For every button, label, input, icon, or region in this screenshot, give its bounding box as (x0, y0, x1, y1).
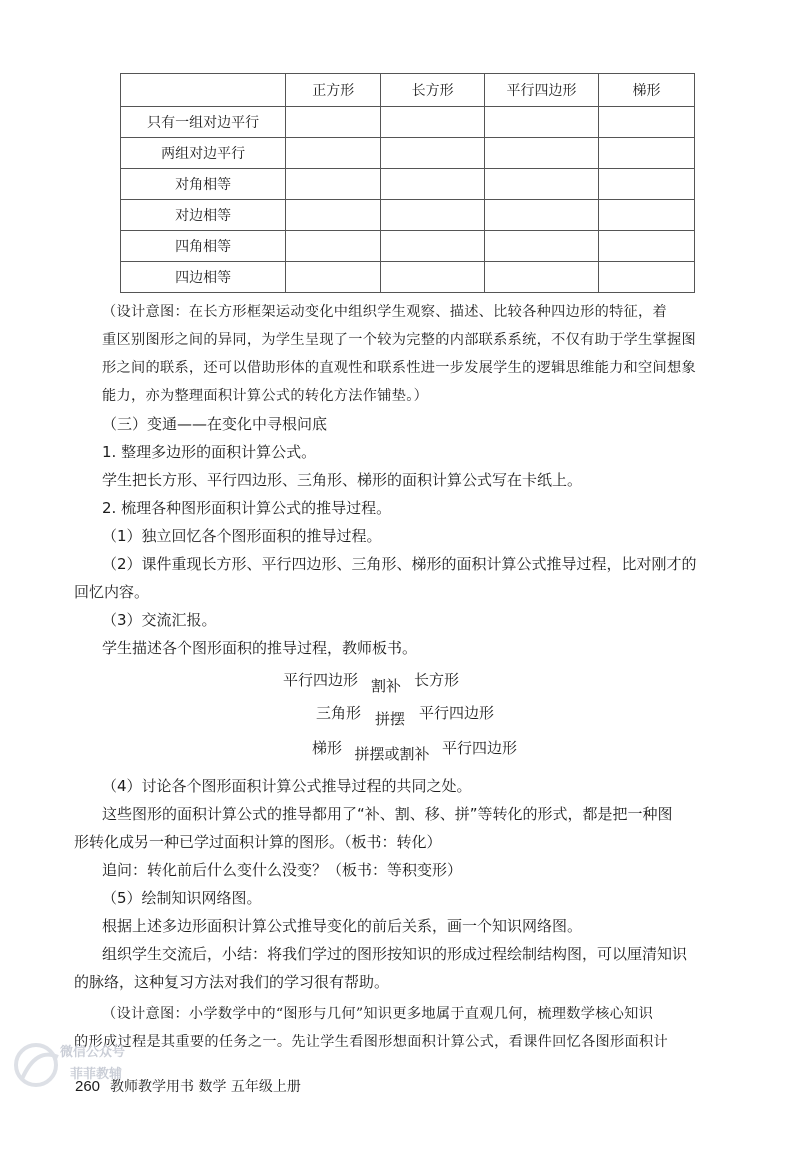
empty-cell (381, 169, 485, 200)
paragraph: 根据上述多边形面积计算公式推导变化的前后关系，画一个知识网络图。 (102, 917, 583, 935)
list-item: （1）独立回忆各个图形面积的推导过程。 (102, 527, 382, 545)
derivation-row (312, 733, 517, 763)
empty-cell (598, 169, 694, 200)
design-intent-line: 形之间的联系，还可以借助形体的直观性和联系性进一步发展学生的逻辑思维能力和空间想象 (102, 360, 696, 376)
list-item: （5）绘制知识网络图。 (102, 889, 262, 907)
empty-cell (286, 107, 381, 138)
row-label: 四角相等 (121, 231, 286, 262)
row-label: 对角相等 (121, 169, 286, 200)
empty-cell (381, 262, 485, 293)
derivation-from: 三角形 (316, 704, 362, 722)
list-item: （3）交流汇报。 (102, 611, 217, 629)
paragraph: 组织学生交流后，小结：将我们学过的图形按知识的形成过程绘制结构图，可以厘清知识 (102, 945, 688, 963)
empty-cell (598, 200, 694, 231)
design-intent-line: 重区别图形之间的异同，为学生呈现了一个较为完整的内部联系系统，不仅有助于学生掌握图 (102, 332, 696, 348)
derivation-to: 平行四边形 (419, 704, 495, 722)
table-header-cell: 长方形 (381, 74, 485, 107)
row-label: 只有一组对边平行 (121, 107, 286, 138)
table-row (121, 138, 695, 169)
list-item: 1. 整理多边形的面积计算公式。 (102, 443, 317, 461)
table-row (121, 231, 695, 262)
table-header-cell (121, 74, 286, 107)
table-header-cell: 平行四边形 (485, 74, 599, 107)
watermark-text: 菲菲教辅 (70, 1067, 123, 1082)
derivation-method: 割补 (371, 677, 402, 695)
design-intent-line: （设计意图：小学数学中的“图形与几何”知识更多地属于直观几何，梳理数学核心知识 (102, 1006, 654, 1022)
book-title: 教师教学用书 数学 五年级上册 (110, 1079, 301, 1095)
empty-cell (485, 169, 599, 200)
design-intent-line: 能力，亦为整理面积计算公式的转化方法作铺垫。） (102, 388, 429, 404)
derivation-arrow (358, 665, 414, 695)
empty-cell (485, 262, 599, 293)
table-row (121, 169, 695, 200)
page-number: 260 (75, 1078, 101, 1095)
paragraph: 学生描述各个图形面积的推导过程，教师板书。 (102, 639, 418, 657)
paragraph: 的脉络，这种复习方法对我们的学习很有帮助。 (74, 973, 390, 991)
table-row (121, 200, 695, 231)
row-label: 两组对边平行 (121, 138, 286, 169)
derivation-method: 拼摆或割补 (354, 745, 430, 763)
empty-cell (286, 138, 381, 169)
list-item: 2. 梳理各种图形面积计算公式的推导过程。 (102, 499, 392, 517)
paragraph: 这些图形的面积计算公式的推导都用了“补、割、移、拼”等转化的形式，都是把一种图 (102, 805, 673, 823)
empty-cell (598, 231, 694, 262)
derivation-from: 梯形 (312, 739, 343, 757)
derivation-method: 拼摆 (375, 710, 406, 728)
empty-cell (286, 262, 381, 293)
page-footer (75, 1076, 301, 1096)
derivation-row (316, 698, 494, 728)
paragraph: 形转化成另一种已学过面积计算的图形。（板书：转化） (74, 833, 442, 851)
empty-cell (286, 231, 381, 262)
empty-cell (598, 262, 694, 293)
list-item: （2）课件重现长方形、平行四边形、三角形、梯形的面积计算公式推导过程，比对刚才的 (102, 555, 697, 573)
empty-cell (286, 169, 381, 200)
table-header-row (121, 74, 695, 107)
derivation-row (283, 665, 459, 695)
derivation-to: 长方形 (414, 671, 460, 689)
empty-cell (381, 107, 485, 138)
empty-cell (381, 138, 485, 169)
table-row (121, 262, 695, 293)
derivation-arrow (361, 698, 419, 728)
empty-cell (598, 138, 694, 169)
paragraph: 学生把长方形、平行四边形、三角形、梯形的面积计算公式写在卡纸上。 (102, 471, 583, 489)
quadrilateral-properties-table (120, 73, 695, 293)
row-label: 四边相等 (121, 262, 286, 293)
paragraph: 追问：转化前后什么变什么没变？（板书：等积变形） (102, 861, 463, 879)
table-header-cell: 梯形 (598, 74, 694, 107)
list-item: （4）讨论各个图形面积计算公式推导过程的共同之处。 (102, 777, 472, 795)
empty-cell (286, 200, 381, 231)
section-heading: （三）变通——在变化中寻根问底 (102, 415, 328, 433)
paragraph: 回忆内容。 (74, 583, 150, 601)
watermark-text: 微信公众号 (60, 1045, 126, 1060)
empty-cell (485, 200, 599, 231)
derivation-arrow (342, 733, 442, 763)
empty-cell (381, 231, 485, 262)
row-label: 对边相等 (121, 200, 286, 231)
table-row (121, 107, 695, 138)
design-intent-line: 的形成过程是其重要的任务之一。先让学生看图形想面积计算公式，看课件回忆各图形面积计 (74, 1034, 668, 1050)
empty-cell (485, 138, 599, 169)
empty-cell (598, 107, 694, 138)
derivation-from: 平行四边形 (283, 671, 359, 689)
table-header-cell: 正方形 (286, 74, 381, 107)
derivation-to: 平行四边形 (442, 739, 518, 757)
empty-cell (485, 231, 599, 262)
design-intent-line: （设计意图：在长方形框架运动变化中组织学生观察、描述、比较各种四边形的特征，着 (102, 304, 668, 320)
empty-cell (485, 107, 599, 138)
empty-cell (381, 200, 485, 231)
